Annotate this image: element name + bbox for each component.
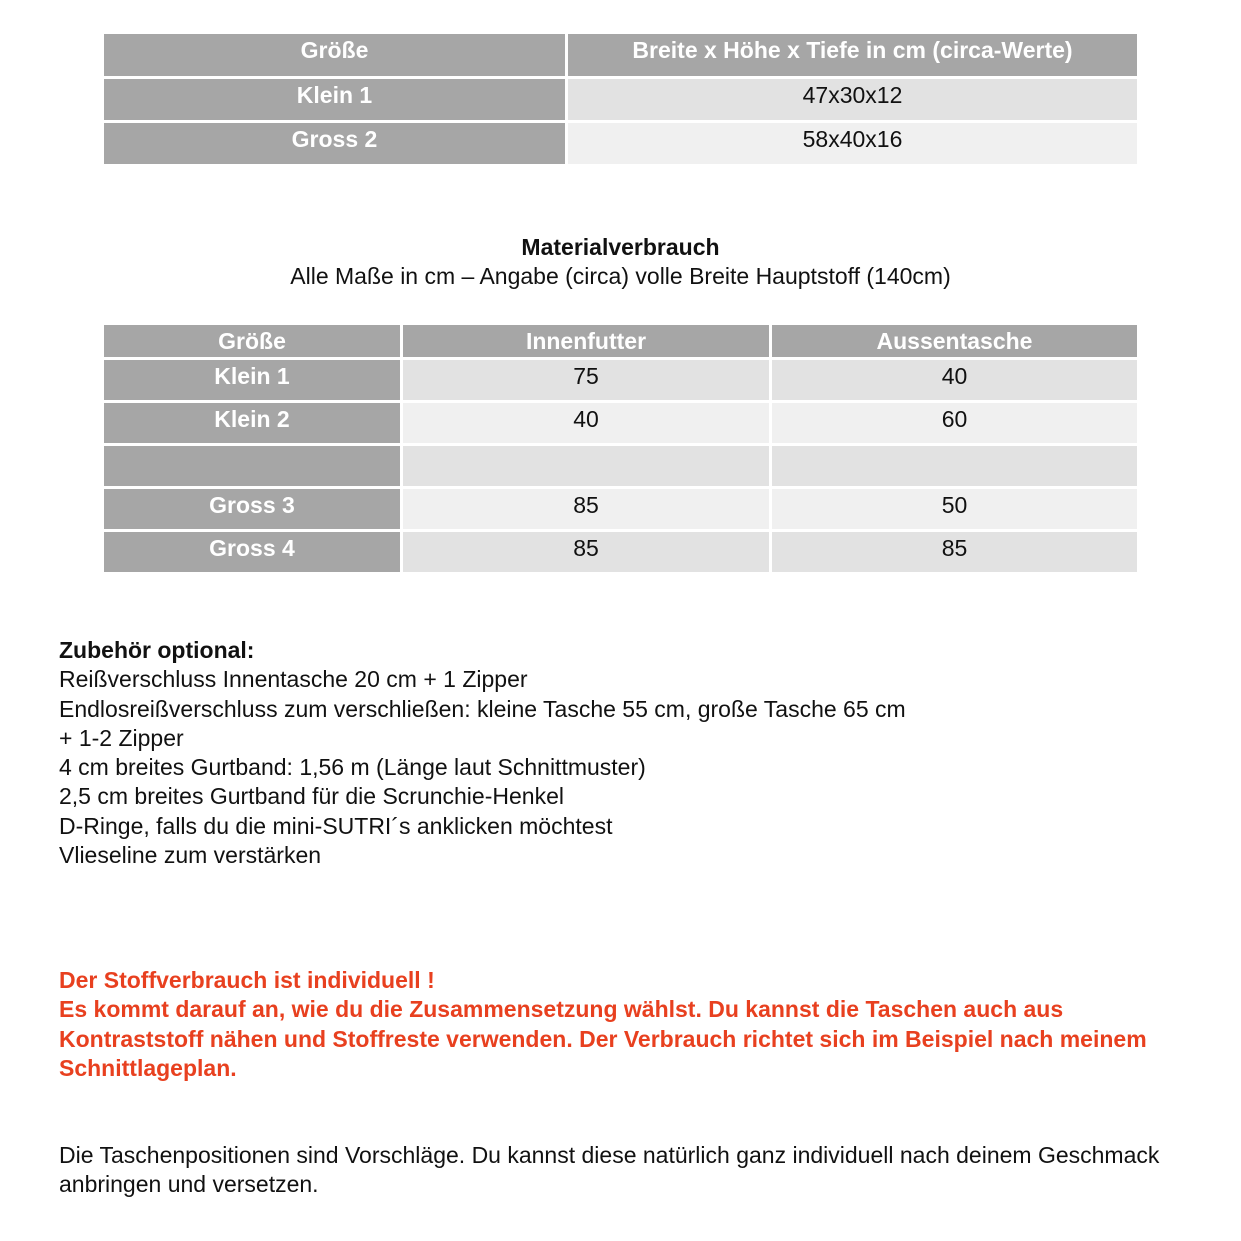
inner-lining-cell: 85 [403,532,769,572]
inner-lining-cell: 85 [403,489,769,529]
pocket-position-note: Die Taschenpositionen sind Vorschläge. Du kannst diese natürlich ganz individuell nach deinem Geschmack anbringen und versetzen. [59,1142,1160,1198]
table-row [104,79,1137,120]
accessory-line: 4 cm breites Gurtband: 1,56 m (Länge laut Schnittmuster) [59,754,646,781]
outer-pocket-cell: 85 [772,532,1137,572]
material-title: Materialverbrauch [521,234,720,260]
column-header: Größe [104,325,400,357]
size-cell [104,446,400,486]
size-cell: Gross 4 [104,532,400,572]
table-row [104,446,1137,486]
size-cell: Klein 1 [104,360,400,400]
size-cell: Gross 3 [104,489,400,529]
table-header-row [104,325,1137,357]
size-cell: Gross 2 [104,123,565,164]
column-header: Breite x Höhe x Tiefe in cm (circa-Werte) [568,34,1137,76]
outer-pocket-cell: 60 [772,403,1137,443]
column-header: Innenfutter [403,325,769,357]
size-table [101,31,1140,167]
dimensions-cell: 58x40x16 [568,123,1137,164]
material-table [101,322,1140,575]
material-subtitle: Alle Maße in cm – Angabe (circa) volle Breite Hauptstoff (140cm) [290,263,951,289]
table-row [104,360,1137,400]
accessory-line: Endlosreißverschluss zum verschließen: kleine Tasche 55 cm, große Tasche 65 cm [59,695,906,722]
outer-pocket-cell: 40 [772,360,1137,400]
outer-pocket-cell [772,446,1137,486]
outer-pocket-cell: 50 [772,489,1137,529]
inner-lining-cell: 40 [403,403,769,443]
accessory-line: Reißverschluss Innentasche 20 cm + 1 Zipper [59,666,528,693]
size-cell: Klein 2 [104,403,400,443]
accessory-line: Vlieseline zum verstärken [59,842,322,869]
table-row [104,403,1137,443]
dimensions-cell: 47x30x12 [568,79,1137,120]
fabric-warning [59,966,1189,1083]
table-header-row [104,34,1137,76]
accessory-line: + 1-2 Zipper [59,724,184,751]
table-row [104,489,1137,529]
inner-lining-cell [403,446,769,486]
accessory-line: 2,5 cm breites Gurtband für die Scrunchie-Henkel [59,783,564,810]
accessories-section [59,636,906,870]
warning-heading: Der Stoffverbrauch ist individuell ! [59,967,435,993]
accessory-line: D-Ringe, falls du die mini-SUTRI´s anklicken möchtest [59,812,613,839]
accessories-heading: Zubehör optional: [59,637,255,663]
table-row [104,123,1137,164]
table-row [104,532,1137,572]
column-header: Größe [104,34,565,76]
inner-lining-cell: 75 [403,360,769,400]
warning-text: Es kommt darauf an, wie du die Zusammensetzung wählst. Du kannst die Taschen auch aus Kontraststoff nähen und Stoffreste verwenden. Der Verbrauch richtet sich im Beispiel nach meinem Schnittlageplan. [59,996,1147,1081]
column-header: Aussentasche [772,325,1137,357]
size-cell: Klein 1 [104,79,565,120]
